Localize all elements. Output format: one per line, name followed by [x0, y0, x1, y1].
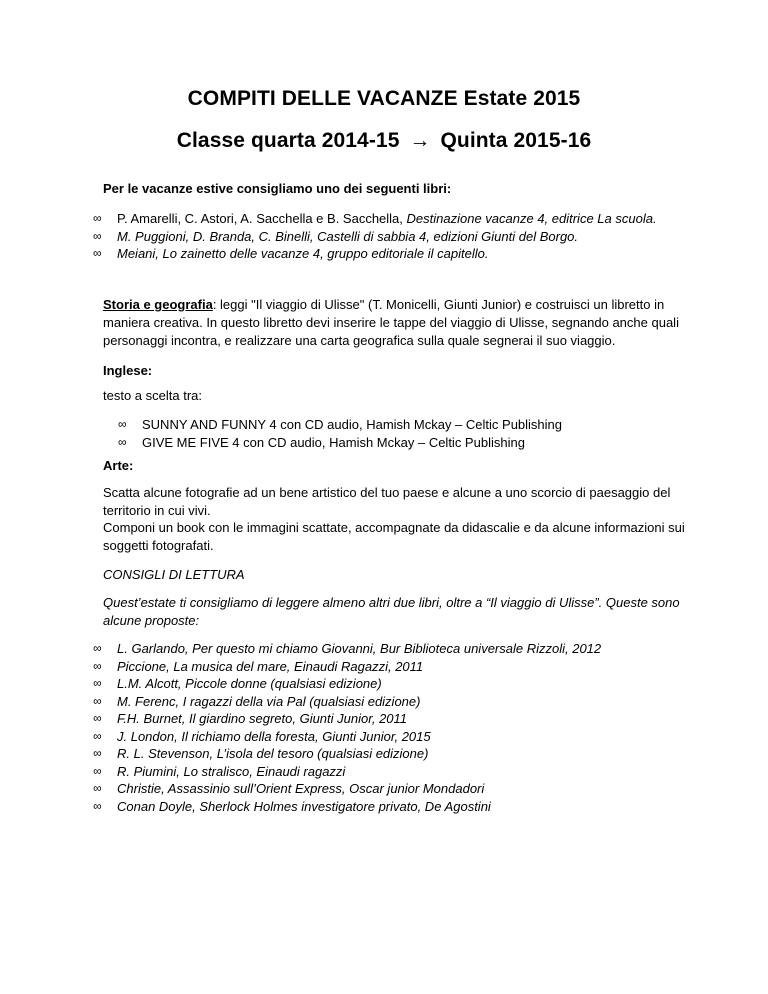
list-item: ∞ M. Puggioni, D. Branda, C. Binelli, Castelli di sabbia 4, edizioni Giunti del Borgo.: [93, 228, 579, 244]
list-item: ∞ P. Amarelli, C. Astori, A. Sacchella e B. Sacchella, Destinazione vacanze 4, editrice La scuola.: [93, 211, 657, 226]
list-item: ∞ L. Garlando, Per questo mi chiamo Giovanni, Bur Biblioteca universale Rizzoli, 2012: [93, 641, 602, 656]
title-line-1: COMPITI DELLE VACANZE Estate 2015: [187, 87, 581, 110]
arte-label: Arte:: [103, 458, 134, 473]
storia-paragraph: Storia e geografia: leggi "Il viaggio di Ulisse" (T. Monicelli, Giunti Junior) e costruisci un libretto in maniera creativa. In questo libretto devi inserire le tappe del viaggio di Ulisse, segnando anche quali personaggi incontra, e realizzare una carta geografica sulla quale segnerai il suo viaggio.: [103, 297, 679, 348]
list-item: ∞ Christie, Assassinio sull’Orient Express, Oscar junior Mondadori: [93, 781, 485, 796]
title-class-next: Quinta 2015-16: [440, 129, 592, 152]
bullet-icon: ∞: [93, 228, 102, 243]
arrow-right-icon: →: [409, 129, 431, 152]
bullet-icon: ∞: [93, 658, 102, 673]
bullet-icon: ∞: [93, 746, 102, 760]
list-item: ∞ GIVE ME FIVE 4 con CD audio, Hamish Mckay – Celtic Publishing: [118, 434, 525, 450]
intro-heading: Per le vacanze estive consigliamo uno dei seguenti libri:: [103, 181, 452, 196]
intro-book-list: [93, 210, 717, 263]
inglese-label: Inglese:: [103, 363, 153, 378]
consigli-book-list: [93, 640, 717, 815]
bullet-icon: ∞: [93, 728, 102, 743]
list-item: ∞ L.M. Alcott, Piccole donne (qualsiasi edizione): [93, 676, 382, 691]
storia-label: Storia e geografia: [103, 297, 213, 312]
list-item: ∞ R. Piumini, Lo stralisco, Einaudi ragazzi: [93, 763, 346, 779]
list-item: ∞ SUNNY AND FUNNY 4 con CD audio, Hamish Mckay – Celtic Publishing: [118, 417, 563, 432]
bullet-icon: ∞: [93, 693, 102, 708]
bullet-icon: ∞: [93, 781, 102, 795]
list-item: ∞ Piccione, La musica del mare, Einaudi Ragazzi, 2011: [93, 658, 424, 674]
bullet-icon: ∞: [118, 434, 127, 449]
bullet-icon: ∞: [93, 763, 102, 778]
title-line-2: [0, 129, 768, 153]
list-item: ∞ F.H. Burnet, Il giardino segreto, Giunti Junior, 2011: [93, 711, 408, 726]
bullet-icon: ∞: [93, 211, 102, 225]
title-class-current: Classe quarta 2014-15: [176, 129, 400, 152]
inglese-intro: testo a scelta tra:: [103, 388, 202, 403]
consigli-heading: CONSIGLI DI LETTURA: [103, 567, 245, 582]
bullet-icon: ∞: [93, 641, 102, 655]
list-item: ∞ M. Ferenc, I ragazzi della via Pal (qualsiasi edizione): [93, 693, 421, 709]
list-item: ∞ J. London, Il richiamo della foresta, Giunti Junior, 2015: [93, 728, 431, 744]
list-item: ∞ Conan Doyle, Sherlock Holmes investigatore privato, De Agostini: [93, 798, 491, 814]
list-item: ∞ R. L. Stevenson, L’isola del tesoro (qualsiasi edizione): [93, 746, 429, 761]
inglese-list: [118, 416, 742, 451]
bullet-icon: ∞: [93, 711, 102, 725]
arte-paragraph: Scatta alcune fotografie ad un bene artistico del tuo paese e alcune a uno scorcio di paesaggio del territorio in cui vivi. Componi un book con le immagini scattate, accompagnate da didascalie e da alcune informazioni sui soggetti fotografati.: [103, 485, 685, 553]
bullet-icon: ∞: [118, 417, 127, 431]
list-item: ∞ Meiani, Lo zainetto delle vacanze 4, gruppo editoriale il capitello.: [93, 246, 489, 261]
consigli-intro: Quest’estate ti consigliamo di leggere almeno altri due libri, oltre a “Il viaggio di Ulisse”. Queste sono alcune proposte:: [103, 595, 680, 628]
bullet-icon: ∞: [93, 246, 102, 260]
bullet-icon: ∞: [93, 676, 102, 690]
bullet-icon: ∞: [93, 798, 102, 813]
